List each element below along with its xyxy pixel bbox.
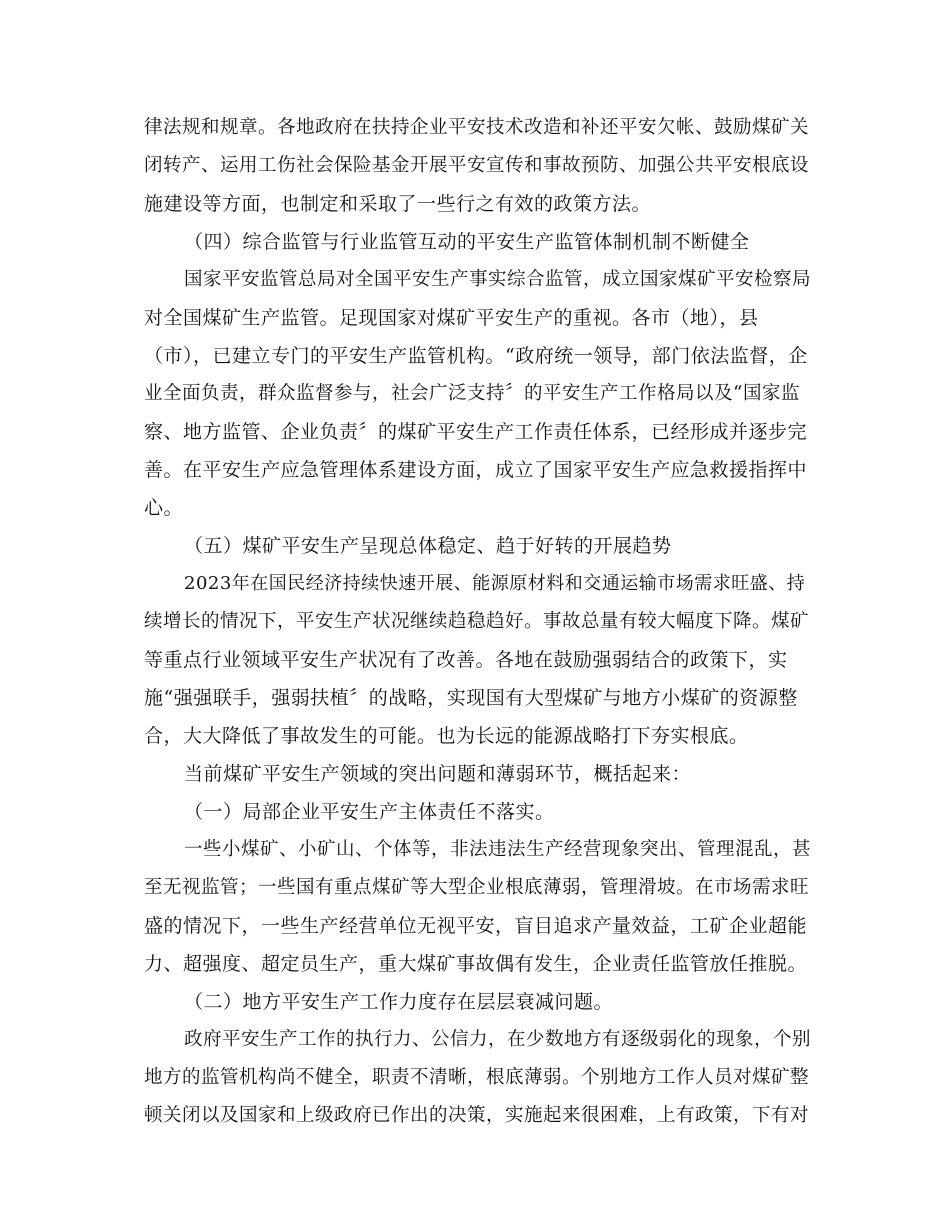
text-line: 合，大大降低了事故发生的可能。也为长远的能源战略打下夯实根底。 xyxy=(144,725,749,747)
text-line: 政府平安生产工作的执行力、公信力，在少数地方有逐级弱化的现象，个别 xyxy=(184,1029,812,1050)
text-line: （市），已建立专门的平安生产监管机构。“政府统一领导，部门依法监督，企 xyxy=(144,345,808,367)
text-line: 2023年在国民经济持续快速开展、能源原材料和交通运输市场需求旺盛、持 xyxy=(184,573,806,594)
text-line: 地方的监管机构尚不健全，职责不清晰，根底薄弱。个别地方工作人员对煤矿整 xyxy=(144,1067,810,1088)
section-heading: （一）局部企业平安生产主体责任不落实。 xyxy=(184,801,555,823)
text-line: 心。 xyxy=(144,497,184,519)
text-line: 察、地方监管、企业负责〞的煤矿平安生产工作责任体系，已经形成并逐步完 xyxy=(144,421,808,443)
section-heading: （四）综合监管与行业监管互动的平安生产监管体制机制不断健全 xyxy=(184,231,750,253)
text-line: 对全国煤矿生产监管。足现国家对煤矿平安生产的重视。各市（地），县 xyxy=(144,307,759,329)
text-line: 业全面负责，群众监督参与，社会广泛支持〞的平安生产工作格局以及“国家监 xyxy=(144,383,800,404)
text-line: 力、超强度、超定员生产，重大煤矿事故偶有发生，企业责任监管放任推脱。 xyxy=(144,953,808,975)
text-line: 国家平安监管总局对全国平安生产事实综合监管，成立国家煤矿平安检察局 xyxy=(184,269,812,290)
text-line: 顿关闭以及国家和上级政府已作出的决策，实施起来很困难，上有政策，下有对 xyxy=(144,1105,810,1126)
text-line: 施建设等方面，也制定和采取了一些行之有效的政策方法。 xyxy=(144,193,652,215)
text-line: 闭转产、运用工伤社会保险基金开展平安宣传和事故预防、加强公共平安根底设 xyxy=(144,155,810,176)
text-line: 当前煤矿平安生产领域的突出问题和薄弱环节，概括起来： xyxy=(184,763,692,785)
text-line: 施“强强联手，强弱扶植〞的战略，实现国有大型煤矿与地方小煤矿的资源整 xyxy=(144,687,798,709)
text-line: 一些小煤矿、小矿山、个体等，非法违法生产经营现象突出、管理混乱，甚 xyxy=(184,839,812,860)
text-line: 善。在平安生产应急管理体系建设方面，成立了国家平安生产应急救援指挥中 xyxy=(144,459,808,481)
text-line: 等重点行业领域平安生产状况有了改善。各地在鼓励强弱结合的政策下，实 xyxy=(144,649,788,671)
section-heading: （二）地方平安生产工作力度存在层层衰减问题。 xyxy=(184,991,614,1013)
text-line: 律法规和规章。各地政府在扶持企业平安技术改造和补还平安欠帐、鼓励煤矿关 xyxy=(144,117,810,138)
text-line: 至无视监管；一些国有重点煤矿等大型企业根底薄弱，管理滑坡。在市场需求旺 xyxy=(144,877,810,898)
section-heading: （五）煤矿平安生产呈现总体稳定、趋于好转的开展趋势 xyxy=(184,535,672,557)
text-line: 盛的情况下，一些生产经营单位无视平安，盲目追求产量效益，工矿企业超能 xyxy=(144,915,808,937)
text-line: 续增长的情况下，平安生产状况继续趋稳趋好。事故总量有较大幅度下降。煤矿 xyxy=(144,611,810,632)
